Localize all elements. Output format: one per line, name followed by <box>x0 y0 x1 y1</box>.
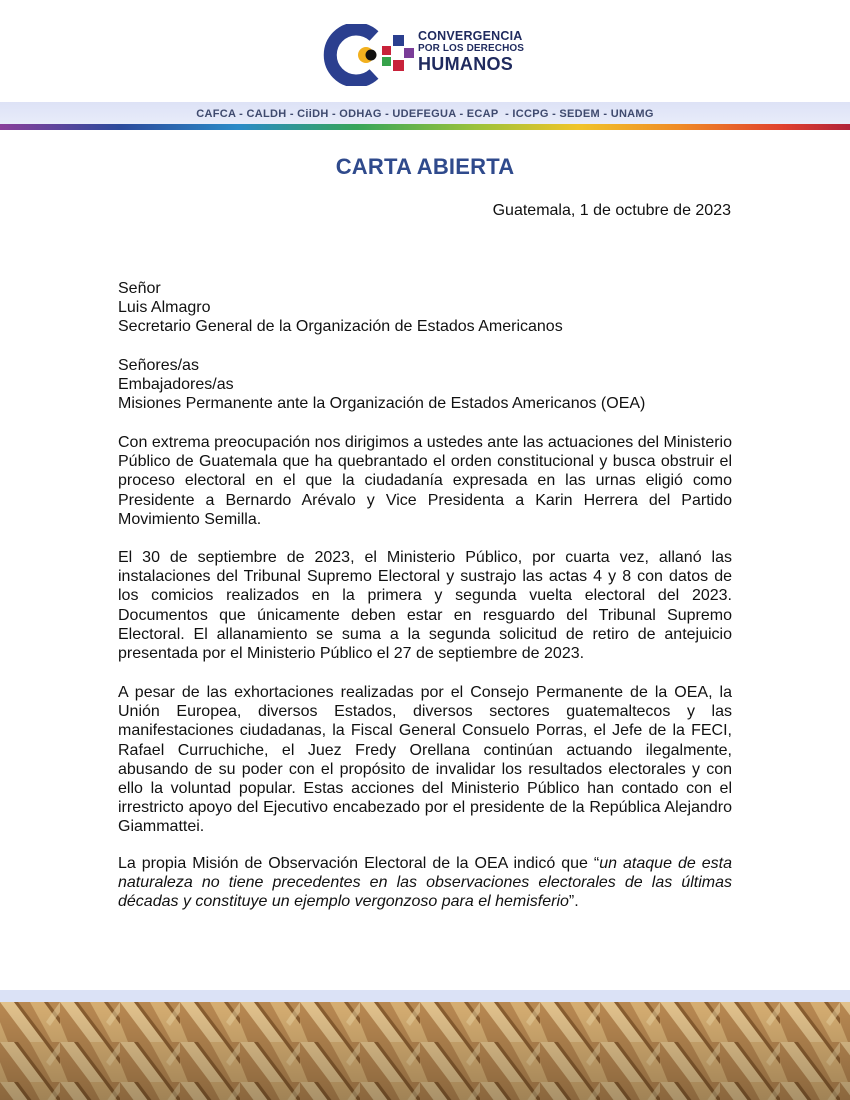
woven-palm-texture-image <box>0 1002 850 1100</box>
member-organizations-text: CAFCA - CALDH - CiiDH - ODHAG - UDEFEGUA - ECAP - ICCPG - SEDEM - UNAMG <box>196 108 654 120</box>
recipient-block-2 <box>118 356 645 413</box>
quoted-text: un ataque de esta naturaleza no tiene precedentes en las observaciones electorales de las últimas décadas y constituye un ejemplo vergonzoso para el hemisferio <box>118 855 732 911</box>
body-paragraph-3: A pesar de las exhortaciones realizadas por el Consejo Permanente de la OEA, la Unión Europea, diversos Estados, diversos sectores guatemaltecos y las manifestaciones ciudadanas, la Fiscal General Consuelo Porras, el Jefe de la FECI, Rafael Curruchiche, el Juez Fredy Orellana continúan actuando ilegalmente, abusando de su poder con el propósito de invalidar los resultados electorales y con ello la voluntad popular. Estas acciones del Ministerio Público han contado con el irrestricto apoyo del Ejecutivo encabezado por el presidente de la República Alejandro Giammattei. <box>118 684 732 836</box>
recipient-line: Secretario General de la Organización de Estados Americanos <box>118 318 563 335</box>
logo-line-1: CONVERGENCIA <box>418 29 523 43</box>
recipient-line: Señor <box>118 280 161 297</box>
body-paragraph-1: Con extrema preocupación nos dirigimos a ustedes ante las actuaciones del Ministerio Público de Guatemala que ha quebrantado el orden constitucional y busca obstruir el proceso electoral en el que la ciudadanía expresada en las urnas eligió como Presidente a Bernardo Arévalo y Vice Presidenta a Karin Herrera del Partido Movimiento Semilla. <box>118 434 732 528</box>
body-paragraph-2: El 30 de septiembre de 2023, el Ministerio Público, por cuarta vez, allanó las instalaciones del Tribunal Supremo Electoral y sustrajo las actas 4 y 8 con datos de los comicios realizados en la primera y segunda vuelta electoral del 2023. Documentos que únicamente deben estar en resguardo del Tribunal Supremo Electoral. El allanamiento se suma a la segunda solicitud de retiro de antejuicio presentada por el Ministerio Público el 27 de septiembre de 2023. <box>118 549 732 663</box>
recipient-line: Misiones Permanente ante la Organización de Estados Americanos (OEA) <box>118 395 646 412</box>
member-organizations-banner <box>0 102 850 124</box>
quote-lead: La propia Misión de Observación Electoral de la OEA indicó que “ <box>118 855 600 872</box>
logo-line-2: POR LOS DERECHOS <box>418 43 525 54</box>
rainbow-divider <box>0 124 850 130</box>
quote-tail: ”. <box>568 893 579 911</box>
recipient-line: Embajadores/as <box>118 376 234 393</box>
convergencia-logo-mark <box>322 24 418 86</box>
letter-date: Guatemala, 1 de octubre de 2023 <box>492 202 731 219</box>
footer-band <box>0 990 850 1002</box>
logo-wordmark <box>418 30 538 74</box>
letter-title: CARTA ABIERTA <box>335 154 515 179</box>
organization-logo <box>322 24 532 86</box>
recipient-line: Luis Almagro <box>118 299 211 316</box>
recipient-block-1 <box>118 279 563 336</box>
body-paragraph-4 <box>118 854 732 912</box>
woven-texture-pattern <box>0 1002 850 1100</box>
logo-line-3: HUMANOS <box>418 54 514 74</box>
recipient-line: Señores/as <box>118 357 199 374</box>
